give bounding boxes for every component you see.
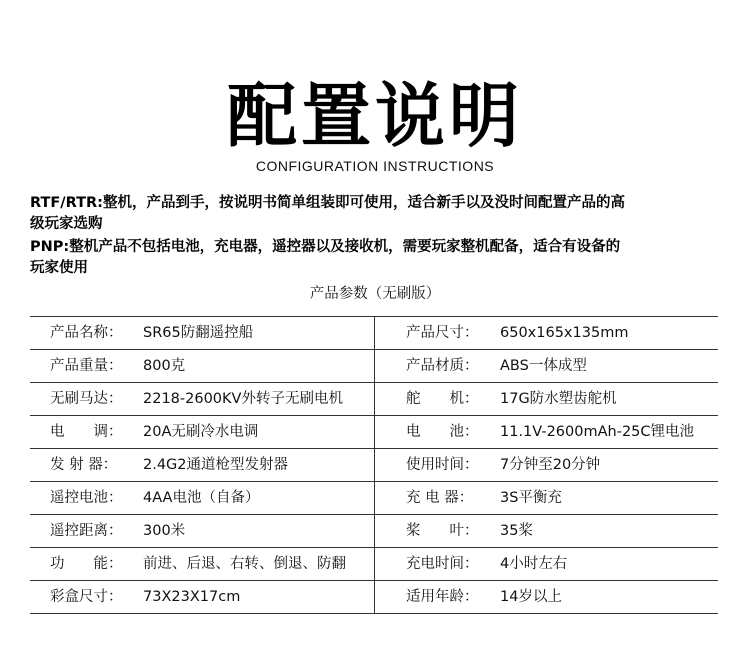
spec-value: 前进、后退、右转、倒退、防翻 xyxy=(143,556,346,572)
spec-value: 11.1V-2600mAh-25C锂电池 xyxy=(500,424,695,440)
pnp-description-line: PNP:整机产品不包括电池，充电器，遥控器以及接收机，需要玩家整机配备，适合有设备的 xyxy=(30,239,621,255)
spec-row xyxy=(30,350,718,383)
spec-label: 使用时间： xyxy=(406,457,479,473)
spec-value: 4AA电池（自备） xyxy=(143,490,260,506)
spec-label: 舵 机： xyxy=(406,391,479,407)
description-block xyxy=(30,193,725,279)
spec-label: 产品名称： xyxy=(50,325,123,341)
spec-label: 充电时间： xyxy=(406,556,479,572)
column-divider xyxy=(374,482,375,514)
pnp-description-line: 玩家使用 xyxy=(30,260,88,276)
spec-label: 电 池： xyxy=(406,424,479,440)
spec-value: ABS一体成型 xyxy=(500,358,587,374)
spec-label: 产品材质： xyxy=(406,358,479,374)
spec-row xyxy=(30,416,718,449)
spec-label: 遥控电池： xyxy=(50,490,123,506)
spec-value: 800克 xyxy=(143,358,186,374)
spec-value: 4小时左右 xyxy=(500,556,568,572)
column-divider xyxy=(374,416,375,448)
spec-value: 35桨 xyxy=(500,523,533,539)
spec-value: 650x165x135mm xyxy=(500,325,629,341)
spec-value: 17G防水塑齿舵机 xyxy=(500,391,617,407)
spec-row xyxy=(30,383,718,416)
spec-label: 功 能： xyxy=(50,556,123,572)
spec-value: 73X23X17cm xyxy=(143,589,241,605)
spec-row xyxy=(30,482,718,515)
spec-value: 3S平衡充 xyxy=(500,490,562,506)
rtf-description-line: RTF/RTR:整机，产品到手，按说明书简单组装即可使用，适合新手以及没时间配置产品的高 xyxy=(30,195,625,211)
spec-label: 产品重量： xyxy=(50,358,123,374)
spec-label: 遥控距离： xyxy=(50,523,123,539)
spec-label: 充 电 器： xyxy=(406,490,474,506)
spec-label: 彩盒尺寸： xyxy=(50,589,123,605)
column-divider xyxy=(374,317,375,349)
spec-value: SR65防翻遥控船 xyxy=(143,325,254,341)
spec-value: 2218-2600KV外转子无刷电机 xyxy=(143,391,343,407)
column-divider xyxy=(374,581,375,613)
column-divider xyxy=(374,548,375,580)
spec-label: 无刷马达： xyxy=(50,391,123,407)
page-title: 配置说明 xyxy=(227,75,523,157)
spec-label: 发 射 器： xyxy=(50,457,118,473)
spec-label: 桨 叶： xyxy=(406,523,479,539)
column-divider xyxy=(374,383,375,415)
spec-label: 产品尺寸： xyxy=(406,325,479,341)
spec-row xyxy=(30,515,718,548)
spec-value: 300米 xyxy=(143,523,186,539)
column-divider xyxy=(374,515,375,547)
spec-value: 7分钟至20分钟 xyxy=(500,457,601,473)
column-divider xyxy=(374,449,375,481)
spec-row xyxy=(30,548,718,581)
spec-row xyxy=(30,449,718,482)
page-subtitle: CONFIGURATION INSTRUCTIONS xyxy=(255,158,495,174)
spec-label: 电 调： xyxy=(50,424,123,440)
spec-value: 2.4G2通道枪型发射器 xyxy=(143,457,289,473)
spec-row xyxy=(30,316,718,350)
spec-value: 14岁以上 xyxy=(500,589,562,605)
rtf-description-line: 级玩家选购 xyxy=(30,216,103,232)
spec-table xyxy=(30,316,718,614)
spec-table-caption: 产品参数（无刷版） xyxy=(309,286,441,302)
spec-value: 20A无刷冷水电调 xyxy=(143,424,259,440)
column-divider xyxy=(374,350,375,382)
spec-row xyxy=(30,581,718,614)
spec-label: 适用年龄： xyxy=(406,589,479,605)
